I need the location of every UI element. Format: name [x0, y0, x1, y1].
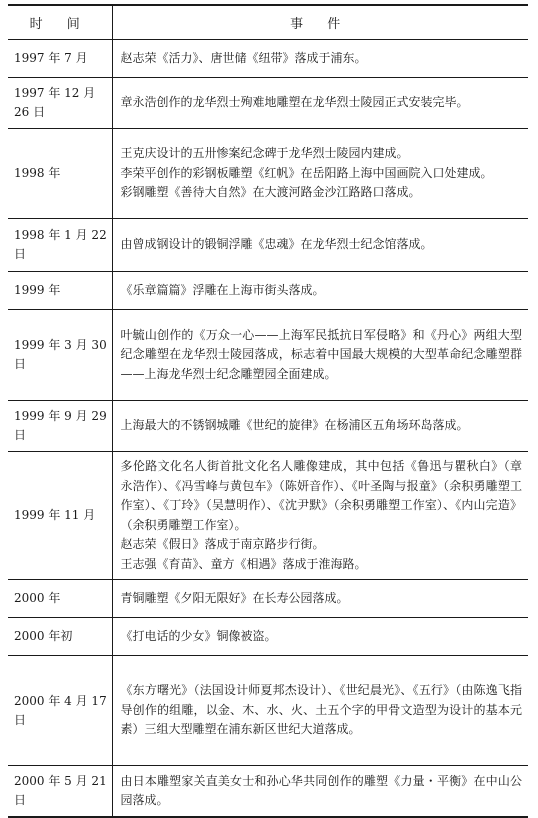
event-text: 李荣平创作的彩钢板雕塑《红帆》在岳阳路上海中国画院入口处建成。 — [120, 165, 493, 180]
event-text: 《打电话的少女》铜像被盗。 — [120, 628, 277, 643]
event-cell — [112, 580, 528, 618]
event-text: 赵志荣《活力》、唐世储《纽带》落成于浦东。 — [120, 50, 367, 65]
time-cell: 2000 年初 — [8, 618, 112, 656]
event-text: 赵志荣《假日》落成于南京路步行街。 — [120, 537, 325, 551]
time-cell: 1998 年 — [8, 129, 112, 219]
event-cell — [112, 618, 528, 656]
event-text: 叶毓山创作的《万众一心——上海军民抵抗日军侵略》和《丹心》两组大型纪念雕塑在龙华烈士陵园落成，标志着中国最大规模的大型革命纪念雕塑群——上海龙华烈士纪念雕塑园全面建成。 — [120, 327, 522, 381]
table-row — [8, 40, 528, 78]
table-row — [8, 766, 528, 818]
event-text: 《乐章篇篇》浮雕在上海市街头落成。 — [120, 282, 325, 297]
time-cell: 1997 年 12 月 26 日 — [8, 78, 112, 129]
event-cell — [112, 766, 528, 818]
event-text: 由日本雕塑家关直美女士和孙心华共同创作的雕塑《力量・平衡》在中山公园落成。 — [120, 773, 522, 807]
table-row — [8, 310, 528, 401]
time-cell: 2000 年 4 月 17 日 — [8, 656, 112, 766]
time-cell: 2000 年 5 月 21 日 — [8, 766, 112, 818]
time-cell: 1998 年 1 月 22 日 — [8, 219, 112, 272]
event-cell — [112, 310, 528, 401]
event-cell — [112, 129, 528, 219]
event-cell — [112, 452, 528, 580]
event-text: 青铜雕塑《夕阳无限好》在长寿公园落成。 — [120, 590, 349, 605]
sculpture-chronicle-table — [8, 4, 528, 818]
time-cell: 1999 年 11 月 — [8, 452, 112, 580]
table-row — [8, 656, 528, 766]
event-cell — [112, 78, 528, 129]
table-row — [8, 219, 528, 272]
header-row — [8, 5, 528, 40]
table-row — [8, 78, 528, 129]
table-row — [8, 129, 528, 219]
event-text: 彩钢雕塑《善待大自然》在大渡河路金沙江路路口落成。 — [120, 185, 421, 200]
time-cell: 1997 年 7 月 — [8, 40, 112, 78]
time-cell: 1999 年 9 月 29 日 — [8, 401, 112, 452]
event-text: 由曾成钢设计的锻铜浮雕《忠魂》在龙华烈士纪念馆落成。 — [120, 237, 433, 252]
table-row — [8, 580, 528, 618]
event-cell — [112, 401, 528, 452]
time-cell: 1999 年 — [8, 272, 112, 310]
event-text: 《东方曙光》（法国设计师夏邦杰设计）、《世纪晨光》、《五行》（由陈逸飞指导创作的组雕，以金、木、水、火、土五个字的甲骨文造型为设计的基本元素）三组大型雕塑在浦东新区世纪大道落成。 — [120, 683, 522, 737]
table-row — [8, 618, 528, 656]
time-cell: 2000 年 — [8, 580, 112, 618]
table-row — [8, 272, 528, 310]
event-text: 多伦路文化名人街首批文化名人雕像建成，其中包括《鲁迅与瞿秋白》（章永浩作）、《冯雪峰与黄包车》（陈妍音作）、《叶圣陶与报童》（余积勇雕塑工作室）、《丁玲》（吴慧明作）、《沈尹默》（余积勇雕塑工作室）、《内山完造》（余积勇雕塑工作室）。 — [120, 459, 522, 532]
event-text: 王志强《育苗》、童方《相遇》落成于淮海路。 — [120, 556, 367, 571]
time-cell: 1999 年 3 月 30 日 — [8, 310, 112, 401]
event-text: 王克庆设计的五卅惨案纪念碑于龙华烈士陵园内建成。 — [120, 146, 409, 161]
event-text: 上海最大的不锈钢城雕《世纪的旋律》在杨浦区五角场环岛落成。 — [120, 418, 469, 433]
event-text: 章永浩创作的龙华烈士殉难地雕塑在龙华烈士陵园正式安装完毕。 — [120, 95, 469, 110]
event-cell — [112, 272, 528, 310]
table-row — [8, 401, 528, 452]
table-row — [8, 452, 528, 580]
event-cell — [112, 219, 528, 272]
event-column-header: 事 件 — [112, 5, 528, 40]
event-cell — [112, 40, 528, 78]
time-column-header: 时 间 — [8, 5, 112, 40]
event-cell — [112, 656, 528, 766]
